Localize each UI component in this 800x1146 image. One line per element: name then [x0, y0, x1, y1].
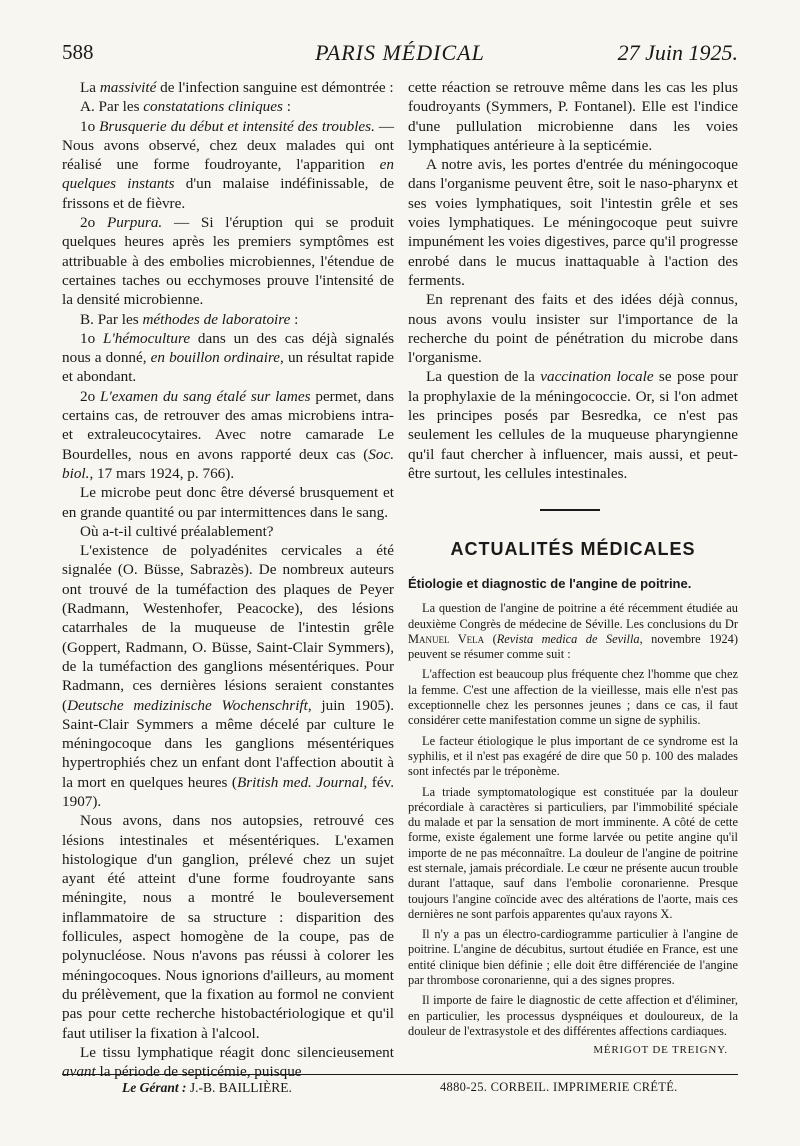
journal-title: PARIS MÉDICAL: [315, 40, 485, 65]
article-title: Étiologie et diagnostic de l'angine de poitrine.: [408, 576, 692, 592]
issue-date: 27 Juin 1925.: [617, 40, 738, 65]
paragraph: Nous avons, dans nos autopsies, retrouvé ces lésions intestinales et mésentériques. L'examen histologique d'un ganglion, prélevé chez un sujet ayant été atteint d'une forme foudroyante sans méningite, nous a montré le bouleversement inflammatoire de sa structure : disparition des follicules, aspect homogène de la coupe, pas de polynucléose. Nous n'avons pas réussi à colorer les méningocoques. Nous ignorions d'ailleurs, au moment du prélèvement, que la fixation au formol ne convient pas pour cette recherche histobactériologique et qu'il faut utiliser la fixation à l'alcool.: [62, 812, 394, 1042]
paragraph: Où a-t-il cultivé préalablement?: [80, 522, 274, 540]
paragraph: A. Par les constatations cliniques :: [80, 98, 291, 116]
article-paragraph: La question de l'angine de poitrine a été récemment étudiée au deuxième Congrès de médecine de Séville. Les conclusions du Dr Manuel Vela (Revista medica de Sevilla, novembre 1924) peuvent se résumer comme suit :: [408, 601, 739, 662]
article-paragraph: La triade symptomatologique est constituée par la douleur précordiale à caractères si particuliers, par l'immobilité spéciale du malade et par la sensation de mort imminente. A côté de cette forme, existe également une forme larvée ou petite angine qu'il importe de ne pas méconnaître. La douleur de l'angine de poitrine est sternale, jamais précordiale. Le cœur ne présente aucun trouble durant l'attaque, sauf dans l'embolie coronarienne. Presque toujours l'angine coïncide avec des altérations de l'aorte, mais ces dernières ne sont parfois apparentes qu'aux rayons X.: [408, 784, 738, 921]
paragraph: La massivité de l'infection sanguine est démontrée :: [80, 79, 394, 96]
paragraph: B. Par les méthodes de laboratoire :: [80, 310, 299, 328]
paragraph: En reprenant des faits et des idées déjà connus, nous avons voulu insister sur l'importance de la recherche du point de pénétration du microbe dans l'organisme.: [408, 291, 738, 367]
paragraph: 2o Purpura. — Si l'éruption qui se produit quelques heures après les premiers symptômes est attribuable à des embolies microbiennes, l'étendue de certaines taches ou ecchymoses prouve l'intensité de la densité microbienne.: [62, 214, 395, 309]
article-paragraph: Il n'y a pas un électro-cardiogramme particulier à l'angine de poitrine. L'angine de décubitus, surtout étudiée en France, est une entité clinique bien définie ; elle doit être différenciée de l'angine par thrombose coronarienne, qui a des signes propres.: [408, 927, 738, 988]
paragraph: 1o L'hémoculture dans un des cas déjà signalés nous a donné, en bouillon ordinaire, un résultat rapide et abondant.: [62, 329, 395, 386]
paragraph: Le tissu lymphatique réagit donc silencieusement avant la période de septicémie, puisque: [62, 1043, 394, 1081]
section-title: ACTUALITÉS MÉDICALES: [450, 539, 696, 560]
gerant-line: Le Gérant : J.-B. BAILLIÈRE.: [122, 1080, 292, 1095]
article-paragraph: Il importe de faire le diagnostic de cette affection et d'éliminer, en particulier, les processus dyspnéiques et douloureux, de la douleur de l'extrasystole et des différentes affections cardiaques.: [408, 993, 738, 1038]
article-paragraph: L'affection est beaucoup plus fréquente chez l'homme que chez la femme. C'est une affection de la vieillesse, mais elle n'est pas exceptionnelle chez les personnes jeunes ; dans ce cas, il faut considérer cette manifestation comme un signe de syphilis.: [408, 667, 738, 728]
paragraph: 2o L'examen du sang étalé sur lames permet, dans certains cas, de retrouver des amas microbiens intra- et extraleucocytaires. Avec notre camarade Le Bourdelles, nous en avons rapporté deux cas (Soc. biol., 17 mars 1924, p. 766).: [62, 387, 394, 482]
paragraph: A notre avis, les portes d'entrée du méningocoque dans l'organisme peuvent être, soit le naso-pharynx et ses voies lymphatiques, soit l'intestin grêle et ses voies lymphatiques. Le méningocoque peut suivre impunément les voies digestives, parce qu'il progresse enrobé dans le mucus inattaquable à l'action des ferments.: [408, 156, 738, 289]
left-column: [62, 78, 394, 1081]
paragraph: La question de la vaccination locale se pose pour la prophylaxie de la méningococcie. Or, si l'on admet les principes posés par Besredka, ce n'est pas seulement les cellules de la muqueuse pharyngienne qu'il faut chercher à influencer, mais aussi, et peut-être surtout, les cellules intestinales.: [408, 368, 738, 482]
printer-imprint: 4880-25. CORBEIL. IMPRIMERIE CRÉTÉ.: [440, 1080, 678, 1094]
right-column: [408, 78, 738, 1056]
paragraph: Le microbe peut donc être déversé brusquement et en grande quantité ou par intermittences dans le sang.: [62, 484, 394, 521]
footer-divider: [62, 1074, 738, 1075]
author-signature: MÉRIGOT DE TREIGNY.: [593, 1044, 728, 1057]
page-footer: [62, 1074, 738, 1098]
section-divider: [408, 483, 738, 535]
page-header: [62, 40, 738, 74]
paragraph: cette réaction se retrouve même dans les cas les plus foudroyants (Symmers, P. Fontanel). Elle est l'indice d'une pullulation microbienne dans les voies lymphatiques antérieure à la septicémie.: [408, 79, 738, 154]
article-paragraph: Le facteur étiologique le plus important de ce syndrome est la syphilis, et il n'est pas exagéré de dire que 50 p. 100 des malades sont infectés par le tréponème.: [408, 733, 738, 779]
paragraph: 1o Brusquerie du début et intensité des troubles. — Nous avons observé, chez deux malades qui ont réalisé une forme foudroyante, l'apparition en quelques instants d'un malaise indéfinissable, de frissons et de fièvre.: [62, 117, 395, 212]
page-number: 588: [62, 40, 94, 64]
paragraph: L'existence de polyadénites cervicales a été signalée (O. Büsse, Sabrazès). De nombreux auteurs ont trouvé de la tuméfaction des plaques de Peyer (Radmann, Westenhofer, Peacocke), des lésions catarrhales de la muqueuse de l'intestin grêle (Goppert, Radmann, O. Büsse, Saint-Clair Symmers), de la tuméfaction des ganglions mésentériques. Pour Radmann, ces dernières lésions seraient constantes (Deutsche medizinische Wochenschrift, juin 1905). Saint-Clair Symmers a même décelé par culture le méningocoque dans les ganglions mésentériques hypertrophiés chez un enfant dont l'affection aboutit à la mort en quelques heures (British med. Journal, fév. 1907).: [62, 542, 395, 810]
